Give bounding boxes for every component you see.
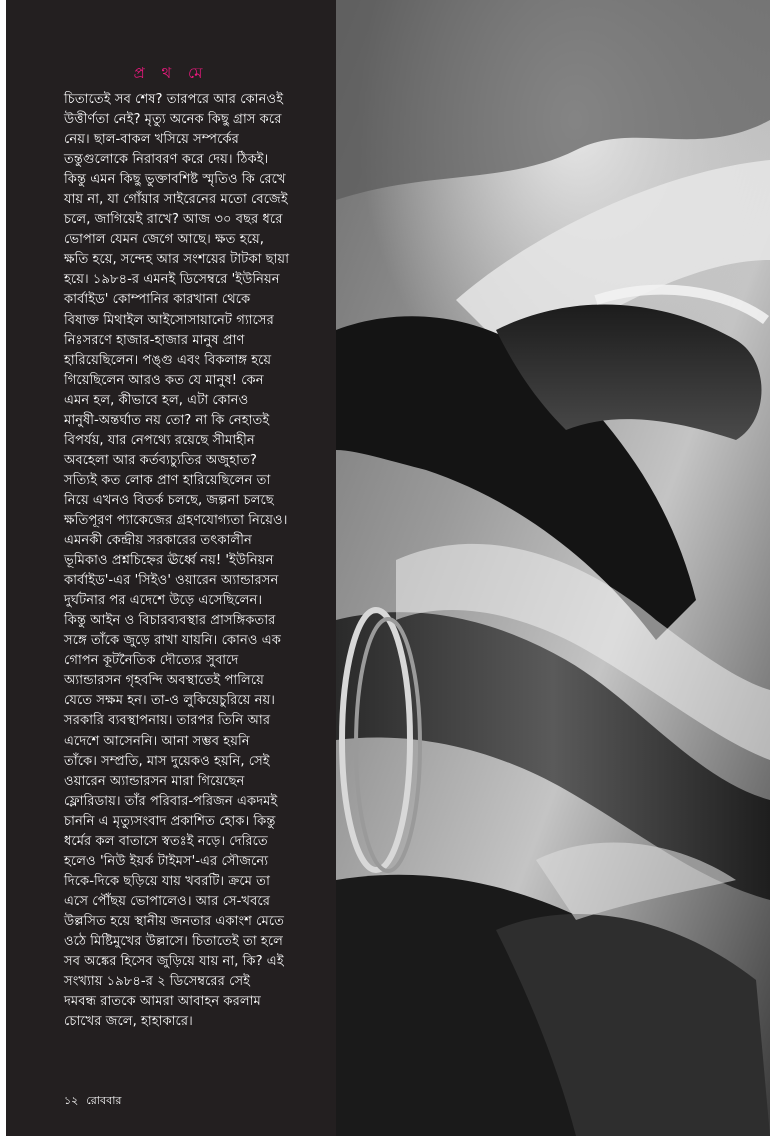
- body-line: নেয়। ছাল-বাকল খসিয়ে সম্পর্কের: [64, 132, 239, 148]
- body-line: কিন্তু এমন কিছু ভুক্তাবশিষ্ট স্মৃতিও কি রেখে: [64, 172, 286, 188]
- body-line: অবহেলা আর কর্তব্যচ্যুতির অজুহাত?: [64, 452, 257, 468]
- body-line: তাঁকে। সম্প্রতি, মাস দুয়েকও হয়নি, সেই: [64, 753, 270, 769]
- body-line: ওয়ারেন অ্যান্ডারসন মারা গিয়েছেন: [64, 773, 245, 789]
- body-line: গোপন কূটনৈতিক দৌত্যের সুবাদে: [64, 653, 239, 669]
- body-line: নিয়ে এখনও বিতর্ক চলছে, জল্পনা চলছে: [64, 492, 274, 508]
- body-line: উল্লসিত হয়ে স্থানীয় জনতার একাংশ মেতে: [64, 913, 285, 929]
- body-line: উত্তীর্ণতা নেই? মৃত্যু অনেক কিছু গ্রাস করে: [64, 112, 282, 128]
- page-folio: [64, 1092, 130, 1111]
- magazine-name: রোববার: [86, 1094, 122, 1107]
- body-line: ফ্লোরিডায়। তাঁর পরিবার-পরিজন একদমই: [64, 793, 278, 809]
- body-line: নিঃসরণে হাজার-হাজার মানুষ প্রাণ: [64, 332, 245, 348]
- photo-illustration: [336, 0, 770, 1136]
- body-line: গিয়েছিলেন আরও কত যে মানুষ! কেন: [64, 372, 264, 388]
- body-line: যায় না, যা গোঁয়ার সাইরেনের মতো বেজেই: [64, 192, 288, 208]
- body-line: তন্তুগুলোকে নিরাবরণ করে দেয়। ঠিকই।: [64, 152, 269, 168]
- body-line: সত্যিই কত লোক প্রাণ হারিয়েছিলেন তা: [64, 472, 271, 488]
- black-and-white-photo: [336, 0, 770, 1136]
- section-label: প্র থ মে: [133, 64, 209, 82]
- body-line: এমনকী কেন্দ্রীয় সরকারের তৎকালীন: [64, 533, 252, 549]
- body-line: এদেশে আসেননি। আনা সম্ভব হয়নি: [64, 733, 250, 749]
- body-line: হারিয়েছিলেন। পঙ্গু এবং বিকলাঙ্গ হয়ে: [64, 352, 272, 368]
- body-line: হলেও 'নিউ ইয়র্ক টাইমস'-এর সৌজন্যে: [64, 853, 269, 869]
- body-line: ক্ষতিপূরণ প্যাকেজের গ্রহণযোগ্যতা নিয়েও।: [64, 512, 288, 528]
- body-line: যেতে সক্ষম হন। তা-ও লুকিয়েচুরিয়ে নয়।: [64, 693, 275, 709]
- page-number: ১২: [64, 1094, 79, 1107]
- body-line: অ্যান্ডারসন গৃহবন্দি অবস্থাতেই পালিয়ে: [64, 673, 264, 689]
- body-line: চিতাতেই সব শেষ? তারপরে আর কোনওই: [64, 92, 284, 107]
- editorial-body: [64, 90, 332, 1032]
- body-line: সংখ্যায় ১৯৮৪-র ২ ডিসেম্বরের সেই: [64, 974, 251, 990]
- body-line: সরকারি ব্যবস্থাপনায়। তারপর তিনি আর: [64, 713, 271, 729]
- body-line: এমন হল, কীভাবে হল, এটা কোনও: [64, 392, 249, 408]
- body-line: ক্ষতি হয়ে, সন্দেহ আর সংশয়ের টাটকা ছায়া: [64, 252, 290, 268]
- editorial-text-panel: [0, 0, 336, 1136]
- body-line: হয়ে। ১৯৮৪-র এমনই ডিসেম্বরে 'ইউনিয়ন: [64, 272, 280, 288]
- body-line: ভূমিকাও প্রশ্নচিহ্নের ঊর্ধ্বে নয়! 'ইউনিয়ন: [64, 553, 274, 569]
- body-line: বিপর্যয়, যার নেপথ্যে রয়েছে সীমাহীন: [64, 432, 255, 448]
- body-line: সব অঙ্কের হিসেব জুড়িয়ে যায় না, কি? এই: [64, 954, 284, 970]
- body-line: চাননি এ মৃত্যুসংবাদ প্রকাশিত হোক। কিন্তু: [64, 813, 276, 829]
- body-line: ভোপাল যেমন জেগে আছে। ক্ষত হয়ে,: [64, 232, 264, 248]
- body-line: কার্বাইড'-এর 'সিইও' ওয়ারেন অ্যান্ডারসন: [64, 573, 279, 589]
- body-line: এসে পৌঁছয় ভোপালেও। আর সে-খবরে: [64, 893, 270, 909]
- body-line: কিন্তু আইন ও বিচারব্যবস্থার প্রাসঙ্গিকতার: [64, 613, 276, 629]
- body-line: চোখের জলে, হাহাকারে।: [64, 1014, 193, 1030]
- body-line: দমবন্ধ রাতকে আমরা আবাহন করলাম: [64, 994, 261, 1010]
- body-line: ধর্মের কল বাতাসে স্বতঃই নড়ে। দেরিতে: [64, 833, 268, 849]
- body-line: সঙ্গে তাঁকে জুড়ে রাখা যায়নি। কোনও এক: [64, 633, 282, 649]
- body-line: কার্বাইড' কোম্পানির কারখানা থেকে: [64, 292, 251, 308]
- body-line: বিষাক্ত মিথাইল আইসোসায়ানেট গ্যাসের: [64, 312, 274, 328]
- body-line: মানুষী-অন্তর্ঘাত নয় তো? না কি নেহাতই: [64, 412, 270, 428]
- body-line: চলে, জাগিয়েই রাখে? আজ ৩০ বছর ধরে: [64, 212, 283, 228]
- body-line: দিকে-দিকে ছড়িয়ে যায় খবরটি। ক্রমে তা: [64, 873, 270, 889]
- body-line: দুর্ঘটনার পর এদেশে উড়ে এসেছিলেন।: [64, 593, 263, 609]
- body-line: ওঠে মিষ্টিমুখের উল্লাসে। চিতাতেই তা হলে: [64, 933, 283, 949]
